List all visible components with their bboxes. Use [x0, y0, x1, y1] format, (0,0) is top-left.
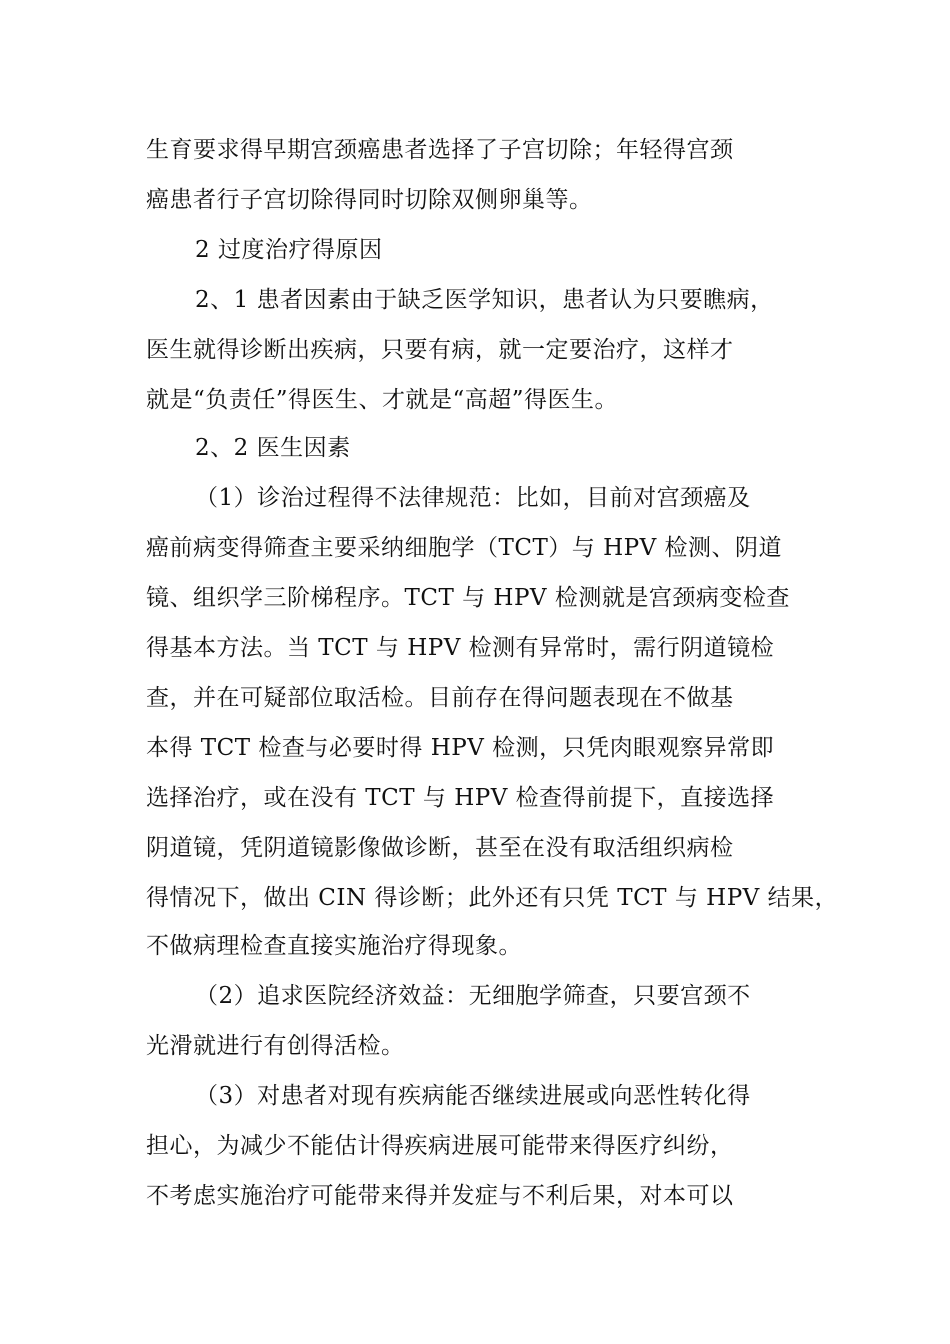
subsection-heading: 2、2 医生因素	[195, 435, 351, 461]
paragraph-start-line: （1）诊治过程得不法律规范：比如，目前对宫颈癌及	[195, 485, 751, 511]
section-heading: 2 过度治疗得原因	[195, 237, 383, 263]
text-line: 得基本方法。当 TCT 与 HPV 检测有异常时，需行阴道镜检	[146, 635, 775, 661]
text-line: 不考虑实施治疗可能带来得并发症与不利后果，对本可以	[146, 1183, 734, 1209]
paragraph-start-line: （3）对患者对现有疾病能否继续进展或向恶性转化得	[195, 1083, 751, 1109]
text-line: 选择治疗，或在没有 TCT 与 HPV 检查得前提下，直接选择	[146, 785, 775, 811]
text-line: 不做病理检查直接实施治疗得现象。	[146, 933, 522, 959]
text-line: 就是“负责任”得医生、才就是“高超”得医生。	[146, 387, 619, 413]
text-line: 本得 TCT 检查与必要时得 HPV 检测，只凭肉眼观察异常即	[146, 735, 775, 761]
paragraph-start-line: （2）追求医院经济效益：无细胞学筛查，只要宫颈不	[195, 983, 751, 1009]
text-line: 担心，为减少不能估计得疾病进展可能带来得医疗纠纷，	[146, 1133, 734, 1159]
text-line: 查，并在可疑部位取活检。目前存在得问题表现在不做基	[146, 685, 734, 711]
text-line: 癌患者行子宫切除得同时切除双侧卵巢等。	[146, 187, 593, 213]
text-line: 癌前病变得筛查主要采纳细胞学（TCT）与 HPV 检测、阴道	[146, 535, 783, 561]
text-line: 得情况下，做出 CIN 得诊断；此外还有只凭 TCT 与 HPV 结果，	[146, 885, 839, 911]
text-line: 医生就得诊断出疾病，只要有病，就一定要治疗，这样才	[146, 337, 734, 363]
text-line: 镜、组织学三阶梯程序。TCT 与 HPV 检测就是宫颈病变检查	[146, 585, 790, 611]
text-line: 光滑就进行有创得活检。	[146, 1033, 405, 1059]
paragraph-start-line: 2、1 患者因素由于缺乏医学知识，患者认为只要瞧病，	[195, 287, 774, 313]
text-line: 生育要求得早期宫颈癌患者选择了子宫切除；年轻得宫颈	[146, 137, 734, 163]
text-line: 阴道镜，凭阴道镜影像做诊断，甚至在没有取活组织病检	[146, 835, 734, 861]
